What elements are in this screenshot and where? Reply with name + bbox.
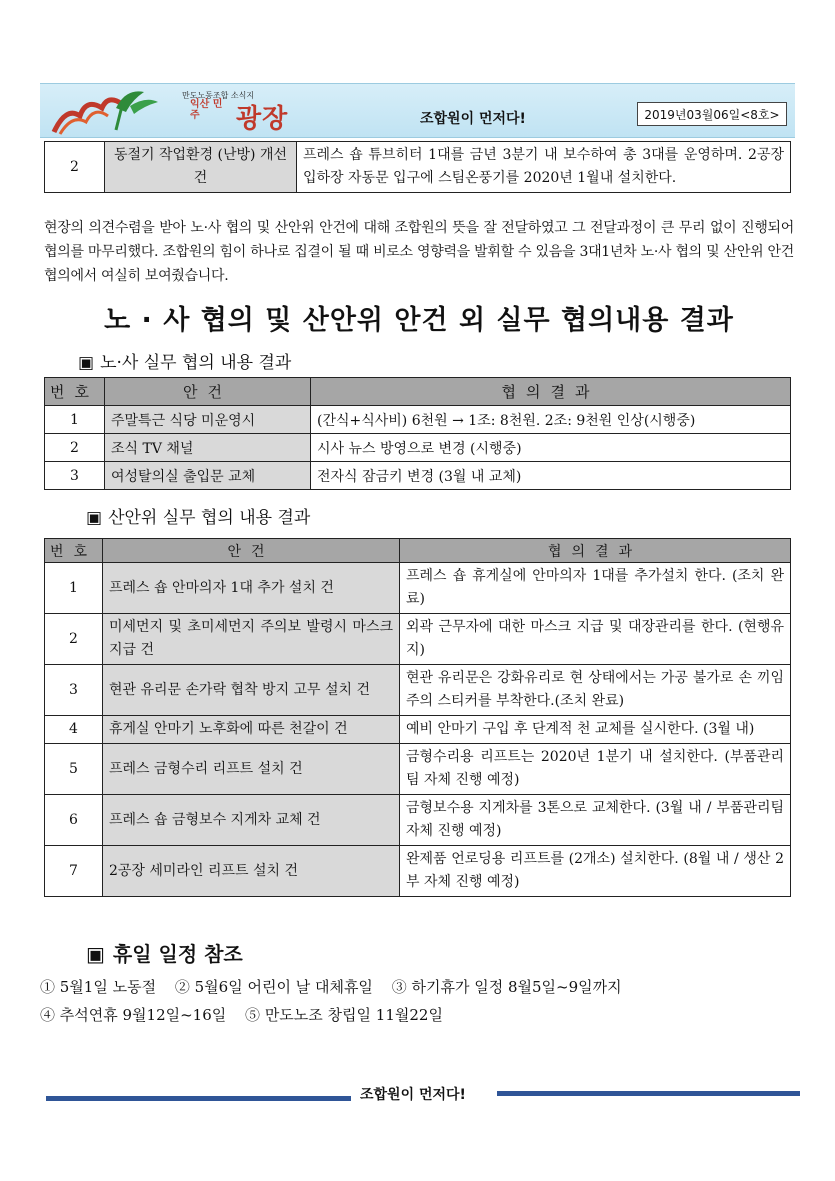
agenda-item: 프레스 금형수리 리프트 설치 건 [103,744,400,795]
row-number: 7 [45,846,103,897]
agenda-item: 동절기 작업환경 (난방) 개선 건 [105,142,297,193]
table-row [45,563,791,614]
agenda-result: 예비 안마기 구입 후 단계적 천 교체를 실시한다. (3월 내) [400,716,791,744]
row-number: 5 [45,744,103,795]
agenda-item: 미세먼지 및 초미세먼지 주의보 발령시 마스크 지급 건 [103,614,400,665]
row-number: 6 [45,795,103,846]
table-row [45,142,791,193]
agenda-item: 주말특근 식당 미운영시 [105,406,311,434]
section1-title-text: 노·사 실무 협의 내용 결과 [100,353,292,373]
holiday-item: ④ 추석연휴 9월12일~16일 [40,1006,227,1024]
table-row [45,614,791,665]
row-number: 2 [45,142,105,193]
main-title: 노 · 사 협의 및 산안위 안건 외 실무 협의내용 결과 [104,305,734,336]
footer-slogan: 조합원이 먼저다! [360,1087,466,1103]
row-number: 1 [45,563,103,614]
agenda-result: 프레스 숍 휴게실에 안마의자 1대를 추가설치 한다. (조치 완료) [400,563,791,614]
agenda-item: 프레스 숍 안마의자 1대 추가 설치 건 [103,563,400,614]
table-row [45,434,791,462]
section2-title [86,503,310,528]
agenda-result: 전자식 잠금키 변경 (3월 내 교체) [311,462,791,490]
logo-small-chars: 익산 민주 [190,99,223,121]
table-row [45,462,791,490]
row-number: 3 [45,665,103,716]
agenda-result: (간식+식사비) 6천원 → 1조: 8천원. 2조: 9천원 인상(시행중) [311,406,791,434]
row-number: 2 [45,434,105,462]
header-slogan: 조합원이 먼저다! [420,111,526,127]
square-bullet-icon: ▣ [86,942,105,966]
table-row [45,744,791,795]
agenda-result: 외곽 근무자에 대한 마스크 지급 및 대장관리를 한다. (현행유지) [400,614,791,665]
newsletter-name: 광장 [236,104,289,134]
agenda-result: 완제품 언로딩용 리프트를 (2개소) 설치한다. (8월 내 / 생산 2부 자체 진행 예정) [400,846,791,897]
labor-management-table [44,377,791,490]
section2-title-text: 산안위 실무 협의 내용 결과 [108,508,311,528]
agenda-result: 시사 뉴스 방영으로 변경 (시행중) [311,434,791,462]
footer-divider-right [497,1091,800,1096]
agenda-item: 프레스 숍 금형보수 지게차 교체 건 [103,795,400,846]
summary-paragraph: 현장의 의견수렴을 받아 노·사 협의 및 산안위 안건에 대해 조합원의 뜻을 잘 전달하였고 그 전달과정이 큰 무리 없이 진행되어 협의를 마무리했다. 조합원의 힘이 하나로 집결이 될 때 비로소 영향력을 발휘할 수 있음을 3대1년차 노·사 협의 및 산안위 안건 협의에서 여실히 보여줬습니다. [44,220,794,284]
row-number: 1 [45,406,105,434]
holiday-line-2 [40,1004,457,1025]
table-header-row [45,539,791,563]
footer-divider-left [46,1096,351,1101]
agenda-item: 휴게실 안마기 노후화에 따른 천갈이 건 [103,716,400,744]
holiday-item: ① 5월1일 노동절 [40,978,157,996]
agenda-result: 프레스 숍 튜브히터 1대를 금년 3분기 내 보수하여 총 3대를 운영하며. 2공장 입하장 자동문 입구에 스팀온풍기를 2020년 1월내 설치한다. [297,142,791,193]
table-header-row [45,378,791,406]
header-item: 안건 [105,378,311,406]
table-row [45,846,791,897]
section1-title [78,348,291,373]
holiday-title [86,938,243,967]
row-number: 3 [45,462,105,490]
table-row [45,406,791,434]
union-logo-icon [46,86,166,136]
header-result: 협의결과 [311,378,791,406]
square-bullet-icon: ▣ [86,508,103,528]
agenda-result: 현관 유리문은 강화유리로 현 상태에서는 가공 불가로 손 끼임 주의 스티커를 부착한다.(조치 완료) [400,665,791,716]
previous-agenda-table [44,141,791,193]
agenda-result: 금형수리용 리프트는 2020년 1분기 내 설치한다. (부품관리팀 자체 진행 예정) [400,744,791,795]
table-row [45,665,791,716]
square-bullet-icon: ▣ [78,353,95,373]
header-num: 번호 [45,539,103,563]
agenda-item: 조식 TV 채널 [105,434,311,462]
agenda-item: 여성탈의실 출입문 교체 [105,462,311,490]
table-row [45,716,791,744]
issue-date-box: 2019년03월06일<8호> [637,102,787,126]
holiday-title-text: 휴일 일정 참조 [112,942,243,966]
agenda-item: 2공장 세미라인 리프트 설치 건 [103,846,400,897]
header-num: 번호 [45,378,105,406]
org-line: 만도노동조합 소식지 [182,91,255,100]
holiday-line-1 [40,976,636,997]
row-number: 2 [45,614,103,665]
agenda-result: 금형보수용 지게차를 3톤으로 교체한다. (3월 내 / 부품관리팀 자체 진행 예정) [400,795,791,846]
newsletter-header [40,83,795,138]
holiday-item: ③ 하기휴가 일정 8월5일~9일까지 [391,978,622,996]
agenda-item: 현관 유리문 손가락 협착 방지 고무 설치 건 [103,665,400,716]
holiday-item: ② 5월6일 어린이 날 대체휴일 [174,978,373,996]
holiday-item: ⑤ 만도노조 창립일 11월22일 [245,1006,443,1024]
row-number: 4 [45,716,103,744]
header-item: 안건 [103,539,400,563]
safety-committee-table [44,538,791,897]
header-result: 협의결과 [400,539,791,563]
table-row [45,795,791,846]
